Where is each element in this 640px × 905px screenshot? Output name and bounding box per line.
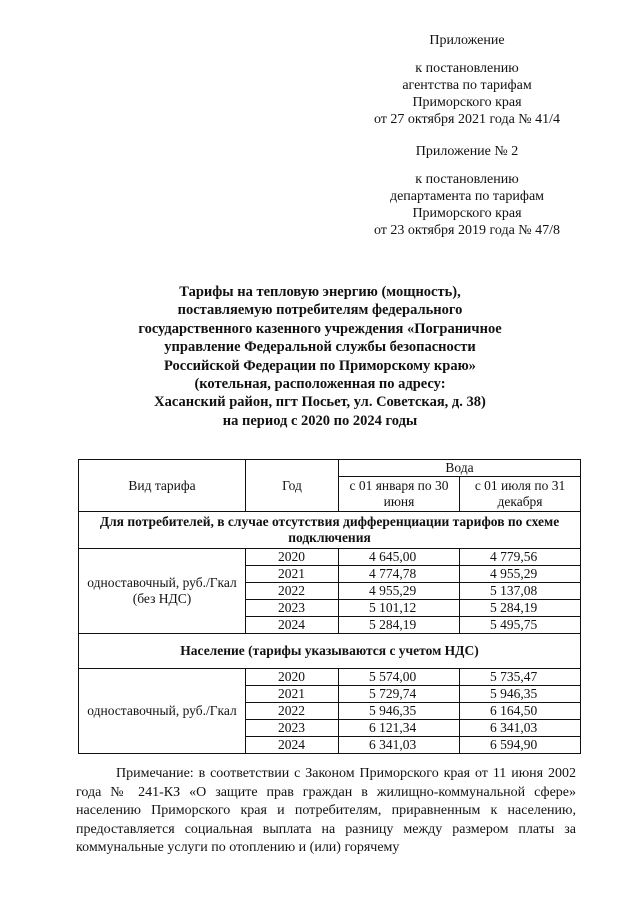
value-cell: 5 284,19 [460, 600, 581, 617]
value-cell: 4 955,29 [339, 583, 460, 600]
appendix-2-line: к постановлению [415, 172, 519, 187]
value-cell: 5 574,00 [339, 669, 460, 686]
value-cell: 6 341,03 [339, 737, 460, 754]
header-period-1: с 01 января по 30 июня [339, 477, 460, 512]
header-year: Год [246, 460, 339, 512]
value-cell: 4 774,78 [339, 566, 460, 583]
value-cell: 5 946,35 [339, 703, 460, 720]
year-cell: 2024 [246, 617, 339, 634]
group-title-row [79, 634, 581, 669]
appendix-1-header [352, 32, 582, 128]
value-cell: 5 284,19 [339, 617, 460, 634]
table-header-row [79, 460, 581, 477]
group-title: Население (тарифы указываются с учетом НДС) [79, 634, 581, 669]
title-line: поставляемую потребителям федерального [177, 302, 463, 319]
year-cell: 2020 [246, 549, 339, 566]
value-cell: 4 645,00 [339, 549, 460, 566]
year-cell: 2020 [246, 669, 339, 686]
appendix-1-title: Приложение [429, 33, 505, 48]
appendix-1-line: Приморского края [412, 95, 522, 110]
year-cell: 2024 [246, 737, 339, 754]
title-line: Российской Федерации по Приморскому краю» [164, 357, 476, 374]
value-cell: 6 594,90 [460, 737, 581, 754]
value-cell: 5 137,08 [460, 583, 581, 600]
year-cell: 2022 [246, 583, 339, 600]
group-title-row [79, 512, 581, 549]
value-cell: 6 164,50 [460, 703, 581, 720]
appendix-1-line: к постановлению [415, 61, 519, 76]
title-line: управление Федеральной службы безопасности [164, 339, 476, 356]
value-cell: 6 121,34 [339, 720, 460, 737]
value-cell: 5 946,35 [460, 686, 581, 703]
tariff-label: одноставочный, руб./Гкал (без НДС) [79, 549, 246, 634]
value-cell: 6 341,03 [460, 720, 581, 737]
title-line: государственного казенного учреждения «Пограничное [138, 320, 502, 337]
value-cell: 4 779,56 [460, 549, 581, 566]
header-period-2: с 01 июля по 31 декабря [460, 477, 581, 512]
title-line: Тарифы на тепловую энергию (мощность), [179, 284, 461, 300]
value-cell: 4 955,29 [460, 566, 581, 583]
appendix-1-line: от 27 октября 2021 года № 41/4 [373, 112, 561, 127]
appendix-2-line: от 23 октября 2019 года № 47/8 [373, 223, 561, 238]
document-title [90, 283, 550, 430]
year-cell: 2023 [246, 720, 339, 737]
note-text: Примечание: в соответствии с Законом Приморского края от 11 июня 2002 года № 241-КЗ «О защите прав граждан в жилищно-коммунальной сфере» населению Приморского края и потребителям, приравненным к населению, предоставляется социальная выплата на разницу между размером платы за коммунальные услуги по отоплению и (или) горячему [76, 766, 576, 855]
tariff-label: одноставочный, руб./Гкал [79, 669, 246, 754]
header-tariff-type: Вид тарифа [79, 460, 246, 512]
tariff-table [78, 459, 581, 754]
table-row [79, 549, 581, 566]
appendix-2-header [352, 143, 582, 239]
note-paragraph [76, 765, 576, 858]
value-cell: 5 495,75 [460, 617, 581, 634]
title-line: (котельная, расположенная по адресу: [194, 376, 446, 393]
table-row [79, 669, 581, 686]
year-cell: 2021 [246, 566, 339, 583]
value-cell: 5 729,74 [339, 686, 460, 703]
value-cell: 5 101,12 [339, 600, 460, 617]
title-line: на период с 2020 по 2024 годы [222, 412, 418, 429]
value-cell: 5 735,47 [460, 669, 581, 686]
group-title: Для потребителей, в случае отсутствия дифференциации тарифов по схеме подключения [79, 512, 581, 549]
title-line: Хасанский район, пгт Посьет, ул. Советская, д. 38) [154, 394, 486, 411]
year-cell: 2022 [246, 703, 339, 720]
year-cell: 2023 [246, 600, 339, 617]
header-water: Вода [339, 460, 581, 477]
appendix-2-title: Приложение № 2 [415, 144, 519, 159]
appendix-2-line: департамента по тарифам [389, 189, 545, 204]
year-cell: 2021 [246, 686, 339, 703]
appendix-2-line: Приморского края [412, 206, 522, 221]
appendix-1-line: агентства по тарифам [402, 78, 532, 93]
